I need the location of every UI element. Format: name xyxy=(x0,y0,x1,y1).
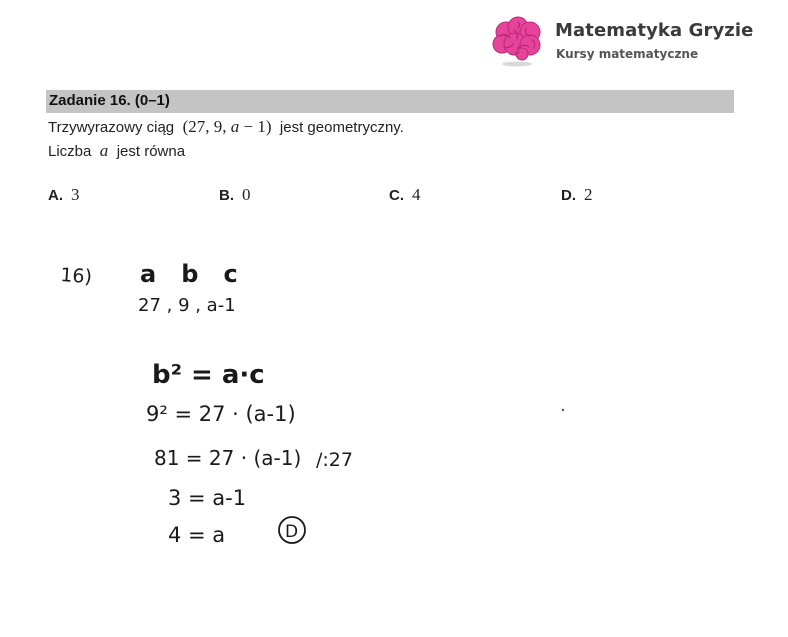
task-statement-line-2 xyxy=(48,141,185,161)
answer-option-b: B. 0 xyxy=(219,185,251,204)
question-prefix: Liczba xyxy=(48,143,92,160)
chosen-answer: D xyxy=(285,522,299,542)
step-4: 4 = a xyxy=(168,523,226,547)
brand-logo xyxy=(488,14,778,74)
statement-prefix: Trzywyrazowy ciąg xyxy=(48,119,175,136)
task-header xyxy=(46,90,734,113)
sequence-expression: (27, 9, a − 1) xyxy=(182,117,272,136)
variable-a: a xyxy=(99,141,109,160)
statement-suffix: jest geometryczny. xyxy=(279,119,404,136)
step-2: 81 = 27 · (a-1) xyxy=(154,446,302,470)
sequence-handwritten: 27 , 9 , a-1 xyxy=(138,295,236,316)
sequence-labels: a b c xyxy=(140,260,238,288)
solution-number: 16) xyxy=(59,264,93,289)
question-suffix: jest równa xyxy=(116,143,186,160)
task-title: Zadanie 16. (0–1) xyxy=(49,92,170,109)
divide-note: /:27 xyxy=(316,449,353,471)
brain-icon xyxy=(488,14,546,70)
answer-option-d: D. 2 xyxy=(561,185,593,204)
answer-circle xyxy=(279,517,305,543)
task-statement-line-1 xyxy=(48,117,404,137)
step-3: 3 = a-1 xyxy=(168,486,247,510)
step-1: 9² = 27 · (a-1) xyxy=(146,402,296,426)
answer-option-a: A. 3 xyxy=(48,185,80,204)
geometric-formula: b² = a·c xyxy=(152,360,265,390)
answer-option-c: C. 4 xyxy=(389,185,421,204)
brand-name: Matematyka Gryzie xyxy=(555,20,754,41)
brand-tagline: Kursy matematyczne xyxy=(556,47,699,61)
